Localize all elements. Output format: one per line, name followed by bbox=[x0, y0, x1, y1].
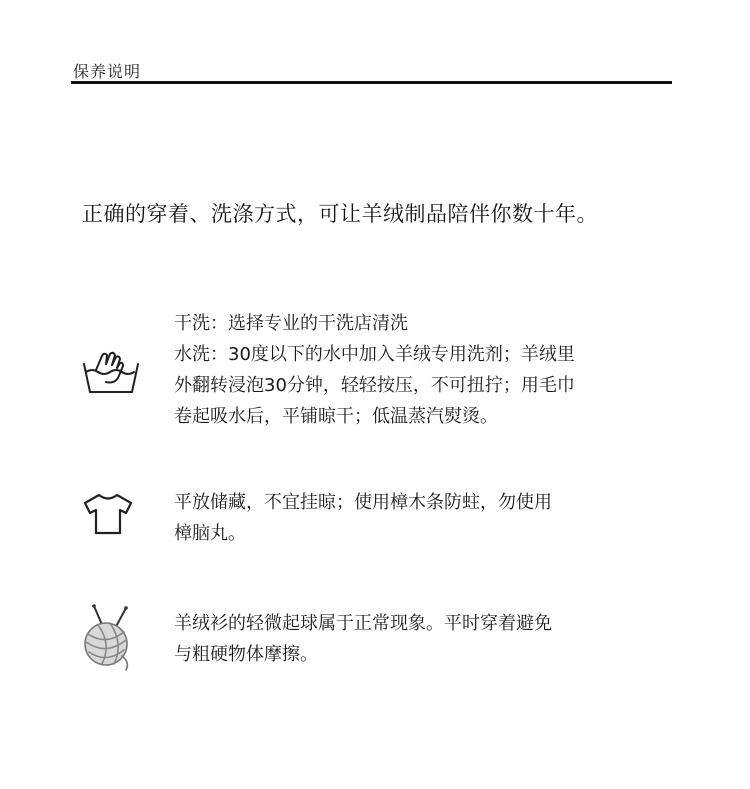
wash-line: 外翻转浸泡30分钟，轻轻按压，不可扭拧；用毛巾 bbox=[174, 375, 575, 396]
pilling-line: 与粗硬物体摩擦。 bbox=[174, 644, 318, 665]
intro-text: 正确的穿着、洗涤方式，可让羊绒制品陪伴你数十年。 bbox=[82, 202, 598, 226]
pilling-line: 羊绒衫的轻微起球属于正常现象。平时穿着避免 bbox=[174, 613, 552, 634]
tshirt-icon bbox=[82, 492, 134, 536]
header-title: 保养说明 bbox=[73, 62, 142, 81]
wash-line: 干洗：选择专业的干洗店清洗 bbox=[174, 313, 408, 334]
storage-line: 平放储藏，不宜挂晾；使用樟木条防蛀，勿使用 bbox=[174, 492, 552, 513]
wash-instructions bbox=[174, 308, 575, 432]
storage-line: 樟脑丸。 bbox=[174, 523, 246, 544]
wash-line: 卷起吸水后，平铺晾干；低温蒸汽熨烫。 bbox=[174, 406, 498, 427]
header-rule bbox=[71, 81, 672, 84]
storage-instructions bbox=[174, 487, 552, 549]
yarn-ball-icon bbox=[80, 604, 134, 672]
pilling-instructions bbox=[174, 608, 552, 670]
wash-line: 水洗：30度以下的水中加入羊绒专用洗剂；羊绒里 bbox=[174, 344, 575, 365]
hand-wash-icon bbox=[82, 350, 140, 396]
